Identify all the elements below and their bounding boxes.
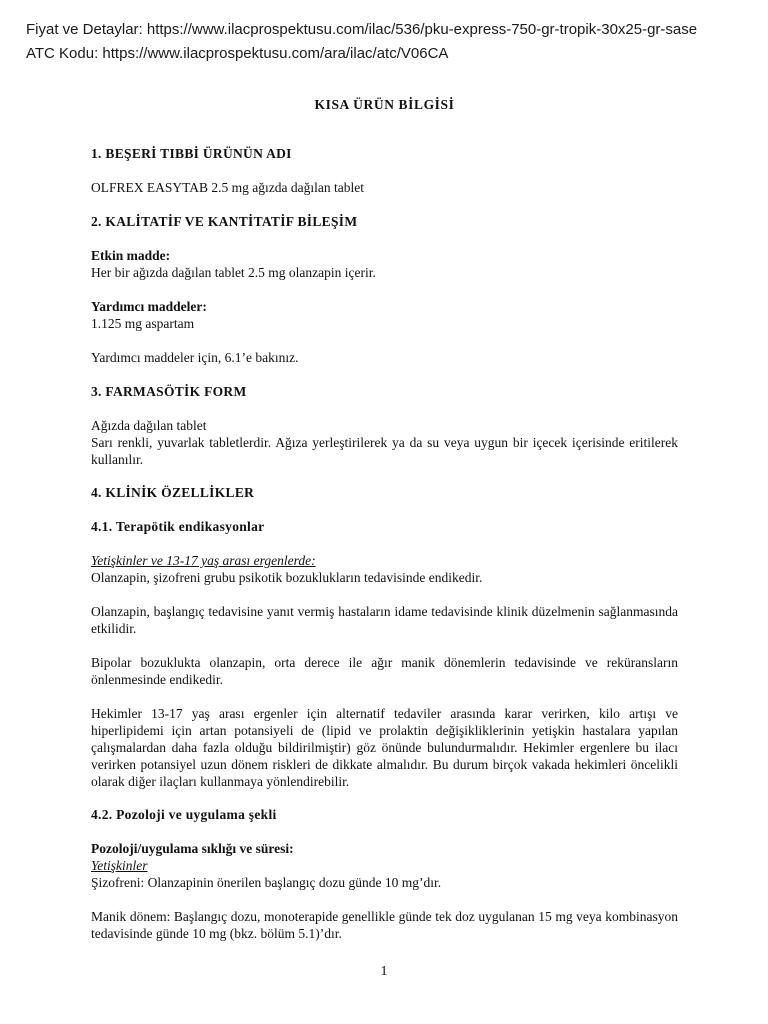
- section-4-heading: 4. KLİNİK ÖZELLİKLER: [91, 485, 255, 500]
- page-number: 1: [380, 964, 388, 979]
- price-details-link[interactable]: Fiyat ve Detaylar: https://www.ilacprospektusu.com/ilac/536/pku-express-750-gr-tropik-30x25-gr-sase: [26, 21, 698, 38]
- document-body: [91, 96, 678, 942]
- document-title: KISA ÜRÜN BİLGİSİ: [314, 97, 455, 112]
- excipients-label: Yardımcı maddeler:: [91, 299, 207, 314]
- source-header: [26, 18, 697, 66]
- excipients-note: Yardımcı maddeler için, 6.1’e bakınız.: [91, 350, 299, 365]
- indication-paragraph-1: Olanzapin, şizofreni grubu psikotik bozuklukların tedavisinde endikedir.: [91, 570, 483, 585]
- manic-episode-dose: Manik dönem: Başlangıç dozu, monoterapide genellikle günde tek doz uygulanan 15 mg veya kombinasyon tedavisinde günde 10 mg (bkz. bölüm 5.1)’dır.: [91, 909, 678, 941]
- active-substance-label: Etkin madde:: [91, 248, 171, 263]
- indication-paragraph-4: Hekimler 13-17 yaş arası ergenler için alternatif tedaviler arasında karar verirken, kilo artışı ve hiperlipidemi için artan potansiyeli de (lipid ve prolaktin değişikliklerinin yetişkin hastalara yapılan çalışmalardan daha fazla olduğu bildirilmiştir) göz önünde bulundurmalıdır. Hekimler ergenlere bu ilacı verirken potansiyel uzun dönem riskleri de dikkate almalıdır. Bu durum birçok vakada hekimleri öncelikli olarak diğer ilaçları kullanmaya yönlendirebilir.: [91, 706, 678, 789]
- excipients-text: 1.125 mg aspartam: [91, 316, 195, 331]
- product-name: OLFREX EASYTAB 2.5 mg ağızda dağılan tablet: [91, 180, 364, 195]
- section-4-1-heading: 4.1. Terapötik endikasyonlar: [91, 519, 265, 534]
- dosage-label: Pozoloji/uygulama sıklığı ve süresi:: [91, 841, 294, 856]
- section-4-2-heading: 4.2. Pozoloji ve uygulama şekli: [91, 807, 277, 822]
- form-description: Sarı renkli, yuvarlak tabletlerdir. Ağıza yerleştirilerek ya da su veya uygun bir içecek içerisinde eritilerek kullanılır.: [91, 435, 678, 467]
- section-1-heading: 1. BEŞERİ TIBBİ ÜRÜNÜN ADI: [91, 146, 292, 161]
- indication-paragraph-2: Olanzapin, başlangıç tedavisine yanıt vermiş hastaların idame tedavisinde klinik düzelmenin sağlanmasında etkilidir.: [91, 604, 678, 636]
- atc-code-link[interactable]: ATC Kodu: https://www.ilacprospektusu.com/ara/ilac/atc/V06CA: [26, 45, 449, 62]
- section-3-heading: 3. FARMASÖTİK FORM: [91, 384, 247, 399]
- adults-label: Yetişkinler: [91, 858, 148, 873]
- schizophrenia-dose: Şizofreni: Olanzapinin önerilen başlangıç dozu günde 10 mg’dır.: [91, 875, 442, 890]
- section-2-heading: 2. KALİTATİF VE KANTİTATİF BİLEŞİM: [91, 214, 358, 229]
- population-label: Yetişkinler ve 13-17 yaş arası ergenlerde:: [91, 553, 316, 568]
- active-substance-text: Her bir ağızda dağılan tablet 2.5 mg olanzapin içerir.: [91, 265, 376, 280]
- indication-paragraph-3: Bipolar bozuklukta olanzapin, orta derece ile ağır manik dönemlerin tedavisinde ve reküransların önlenmesinde endikedir.: [91, 655, 678, 687]
- pharmaceutical-form: Ağızda dağılan tablet: [91, 418, 207, 433]
